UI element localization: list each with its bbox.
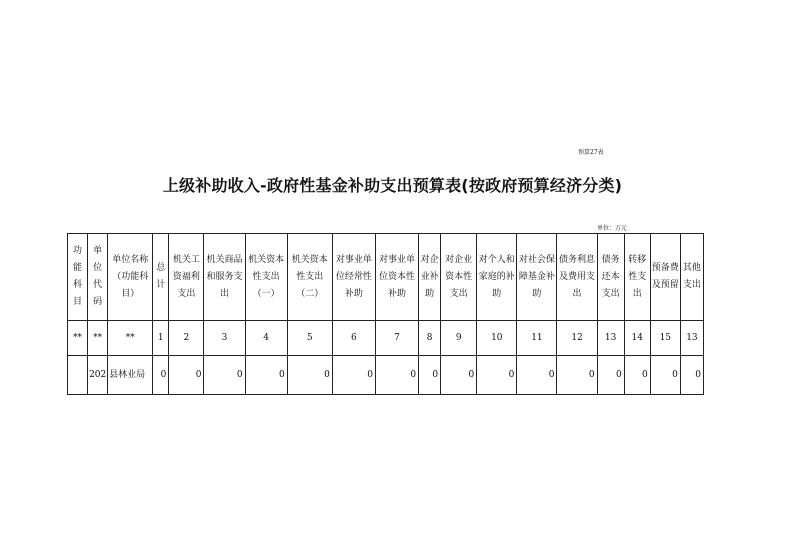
table-cell: 0 — [419, 356, 441, 395]
column-header: 单位代码 — [88, 234, 108, 321]
page-title: 上级补助收入-政府性基金补助支出预算表(按政府预算经济分类) — [162, 176, 623, 195]
column-header: 对社会保障基金补助 — [517, 234, 557, 321]
table-cell: 0 — [597, 356, 624, 395]
table-cell: 0 — [287, 356, 332, 395]
table-cell: 0 — [169, 356, 204, 395]
table-cell: 0 — [332, 356, 375, 395]
header-row — [68, 234, 704, 321]
column-header: 机关资本性支出（二） — [287, 234, 332, 321]
table-cell — [68, 356, 88, 395]
column-number: 9 — [441, 321, 477, 356]
column-number: 12 — [557, 321, 597, 356]
column-number: 7 — [375, 321, 418, 356]
column-header: 对个人和家庭的补助 — [477, 234, 517, 321]
table-cell: 0 — [680, 356, 703, 395]
column-header: 预备费及预留 — [650, 234, 680, 321]
column-number: 1 — [153, 321, 169, 356]
column-number: 8 — [419, 321, 441, 356]
column-header: 机关资本性支出（一） — [245, 234, 287, 321]
column-number: 5 — [287, 321, 332, 356]
table-cell: 0 — [517, 356, 557, 395]
column-number: 2 — [169, 321, 204, 356]
column-number: ** — [68, 321, 88, 356]
table-cell: 0 — [204, 356, 245, 395]
budget-table — [67, 233, 704, 395]
column-number: ** — [108, 321, 153, 356]
column-number: 3 — [204, 321, 245, 356]
column-number: 10 — [477, 321, 517, 356]
column-number: 14 — [624, 321, 650, 356]
unit-label: 单位：万元 — [597, 225, 628, 232]
column-header: 功能科目 — [68, 234, 88, 321]
column-number: 13 — [597, 321, 624, 356]
column-number: ** — [88, 321, 108, 356]
column-number-row — [68, 321, 704, 356]
column-number: 11 — [517, 321, 557, 356]
table-cell: 0 — [375, 356, 418, 395]
table-cell: 0 — [153, 356, 169, 395]
column-header: 单位名称（功能科目） — [108, 234, 153, 321]
column-number: 15 — [650, 321, 680, 356]
table-cell: 0 — [650, 356, 680, 395]
table-cell: 0 — [477, 356, 517, 395]
column-header: 债务还本支出 — [597, 234, 624, 321]
table-cell: 0 — [441, 356, 477, 395]
table-cell: 县林业局 — [108, 356, 153, 395]
column-header: 机关工资福利支出 — [169, 234, 204, 321]
column-header: 其他支出 — [680, 234, 703, 321]
table-cell: 0 — [624, 356, 650, 395]
column-number: 4 — [245, 321, 287, 356]
column-header: 转移性支出 — [624, 234, 650, 321]
column-header: 对事业单位经常性补助 — [332, 234, 375, 321]
column-header: 对企业资本性支出 — [441, 234, 477, 321]
form-number: 预算27表 — [578, 149, 604, 156]
column-header: 机关商品和服务支出 — [204, 234, 245, 321]
column-header: 对事业单位资本性补助 — [375, 234, 418, 321]
table-cell: 0 — [245, 356, 287, 395]
table-row — [68, 356, 704, 395]
column-number: 13 — [680, 321, 703, 356]
column-number: 6 — [332, 321, 375, 356]
column-header: 总计 — [153, 234, 169, 321]
column-header: 债务利息及费用支出 — [557, 234, 597, 321]
table-cell: 0 — [557, 356, 597, 395]
column-header: 对企业补助 — [419, 234, 441, 321]
table-cell: 202 — [88, 356, 108, 395]
